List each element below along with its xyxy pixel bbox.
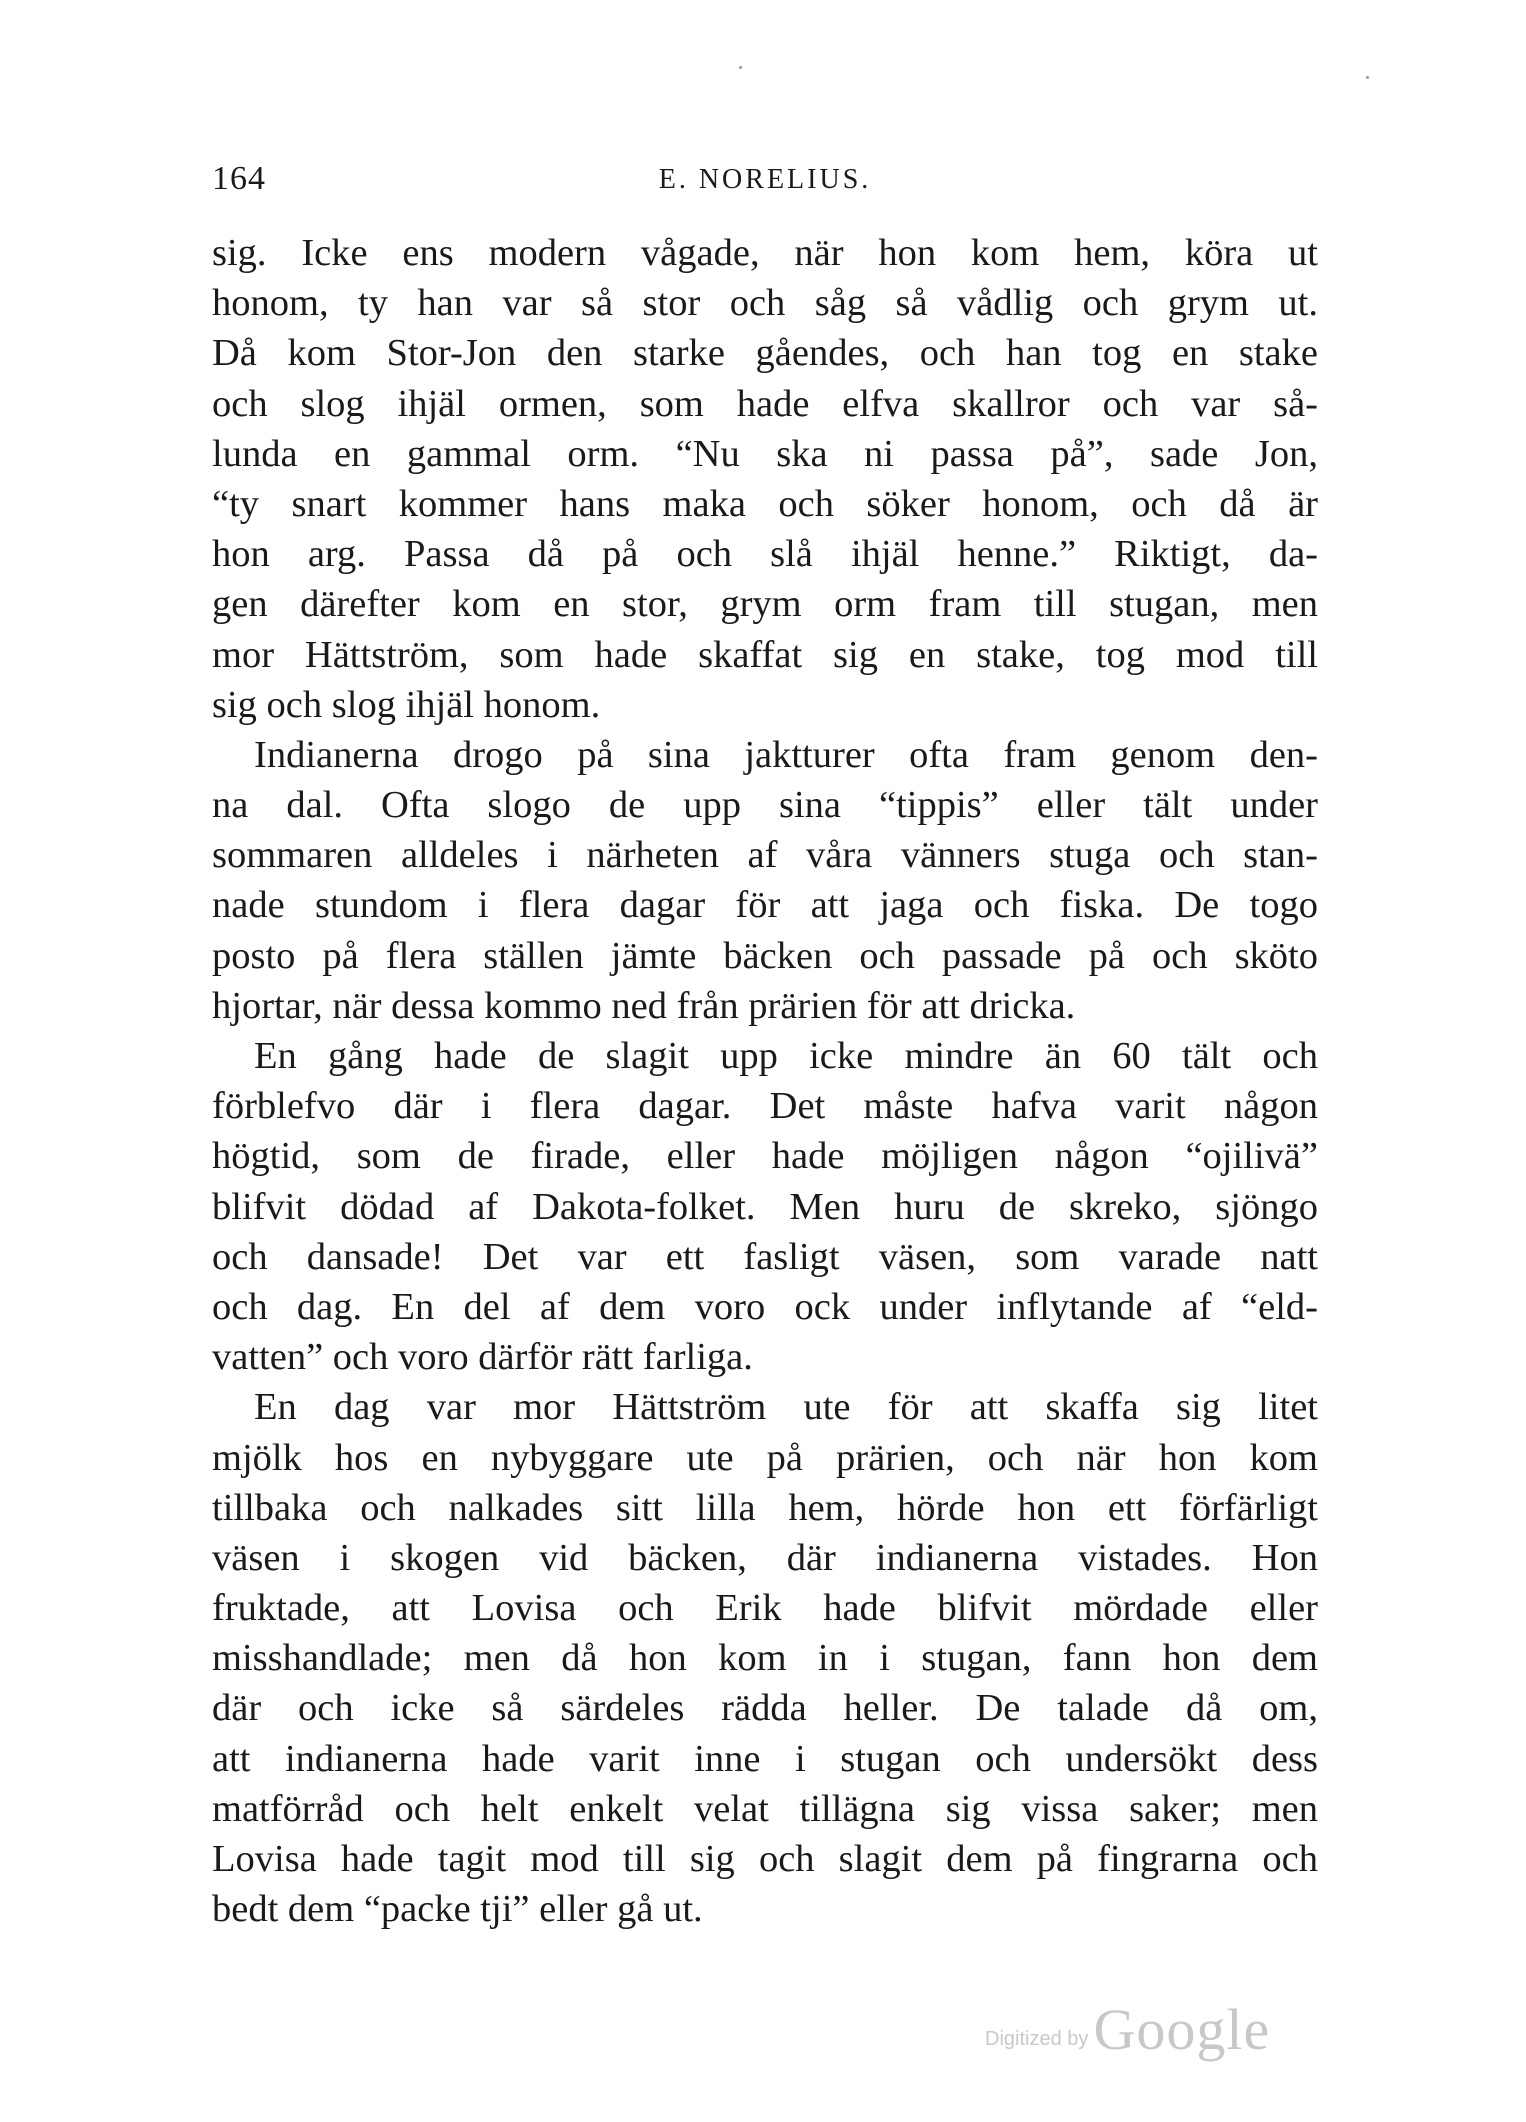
text-line: gen därefter kom en stor, grym orm fram till stugan, men <box>212 583 1318 626</box>
text-line: bedt dem “packe tji” eller gå ut. <box>212 1888 703 1931</box>
text-line: mjölk hos en nybyggare ute på prärien, och när hon kom <box>212 1436 1318 1479</box>
text-line: nade stundom i flera dagar för att jaga och fiska. De togo <box>212 884 1318 927</box>
text-line: där och icke så särdeles rädda heller. De talade då om, <box>212 1687 1318 1730</box>
text-line: förblefvo där i flera dagar. Det måste hafva varit någon <box>212 1085 1318 1128</box>
text-line: sig. Icke ens modern vågade, när hon kom hem, köra ut <box>212 232 1318 274</box>
text-line: väsen i skogen vid bäcken, där indianerna vistades. Hon <box>212 1536 1318 1579</box>
text-line: honom, ty han var så stor och såg så vådlig och grym ut. <box>212 282 1318 325</box>
text-line: mor Hättström, som hade skaffat sig en stake, tog mod till <box>212 633 1318 676</box>
text-line: vatten” och voro därför rätt farliga. <box>212 1336 753 1379</box>
watermark-brand: Google <box>1093 1997 1271 2062</box>
scan-speck <box>1366 76 1369 79</box>
paragraph-first-line: Indianerna drogo på sina jaktturer ofta fram genom den- <box>254 733 1318 776</box>
text-line: tillbaka och nalkades sitt lilla hem, hörde hon ett förfärligt <box>212 1486 1318 1529</box>
text-line: högtid, som de firade, eller hade möjligen någon “ojilivä” <box>212 1135 1318 1178</box>
text-line: “ty snart kommer hans maka och söker honom, och då är <box>212 482 1318 525</box>
watermark-prefix: Digitized by <box>985 2028 1089 2050</box>
text-line: Då kom Stor-Jon den starke gåendes, och han tog en stake <box>212 332 1318 375</box>
text-line: att indianerna hade varit inne i stugan och undersökt dess <box>212 1737 1318 1780</box>
text-line: och dansade! Det var ett fasligt väsen, som varade natt <box>212 1235 1318 1278</box>
text-line: hjortar, när dessa kommo ned från prärien för att dricka. <box>212 984 1076 1027</box>
text-line: fruktade, att Lovisa och Erik hade blifvit mördade eller <box>212 1587 1318 1630</box>
text-line: blifvit dödad af Dakota-folket. Men huru de skreko, sjöngo <box>212 1185 1318 1228</box>
text-line: matförråd och helt enkelt velat tillägna sig vissa saker; men <box>212 1787 1318 1830</box>
text-line: posto på flera ställen jämte bäcken och passade på och sköto <box>212 934 1318 977</box>
text-line: sommaren alldeles i närheten af våra vänners stuga och stan- <box>212 834 1318 877</box>
digitized-watermark <box>985 1996 1270 2066</box>
text-line: Lovisa hade tagit mod till sig och slagit dem på fingrarna och <box>212 1838 1318 1880</box>
running-head: E. NORELIUS. <box>658 164 872 195</box>
paragraph-first-line: En gång hade de slagit upp icke mindre än 60 tält och <box>254 1035 1318 1077</box>
text-line: och dag. En del af dem voro ock under inflytande af “eld- <box>212 1285 1318 1328</box>
page-header <box>212 160 1318 200</box>
text-line: na dal. Ofta slogo de upp sina “tippis” eller tält under <box>212 784 1318 827</box>
paragraph-first-line: En dag var mor Hättström ute för att skaffa sig litet <box>254 1386 1318 1429</box>
text-line: hon arg. Passa då på och slå ihjäl henne.” Riktigt, da- <box>212 533 1318 576</box>
text-line: misshandlade; men då hon kom in i stugan, fann hon dem <box>212 1637 1318 1680</box>
text-line: och slog ihjäl ormen, som hade elfva skallror och var så- <box>212 382 1318 425</box>
text-line: lunda en gammal orm. “Nu ska ni passa på”, sade Jon, <box>212 432 1318 475</box>
page-number: 164 <box>212 160 266 197</box>
scan-speck <box>739 66 742 69</box>
text-line: sig och slog ihjäl honom. <box>212 683 601 726</box>
body-text <box>212 228 1318 1934</box>
